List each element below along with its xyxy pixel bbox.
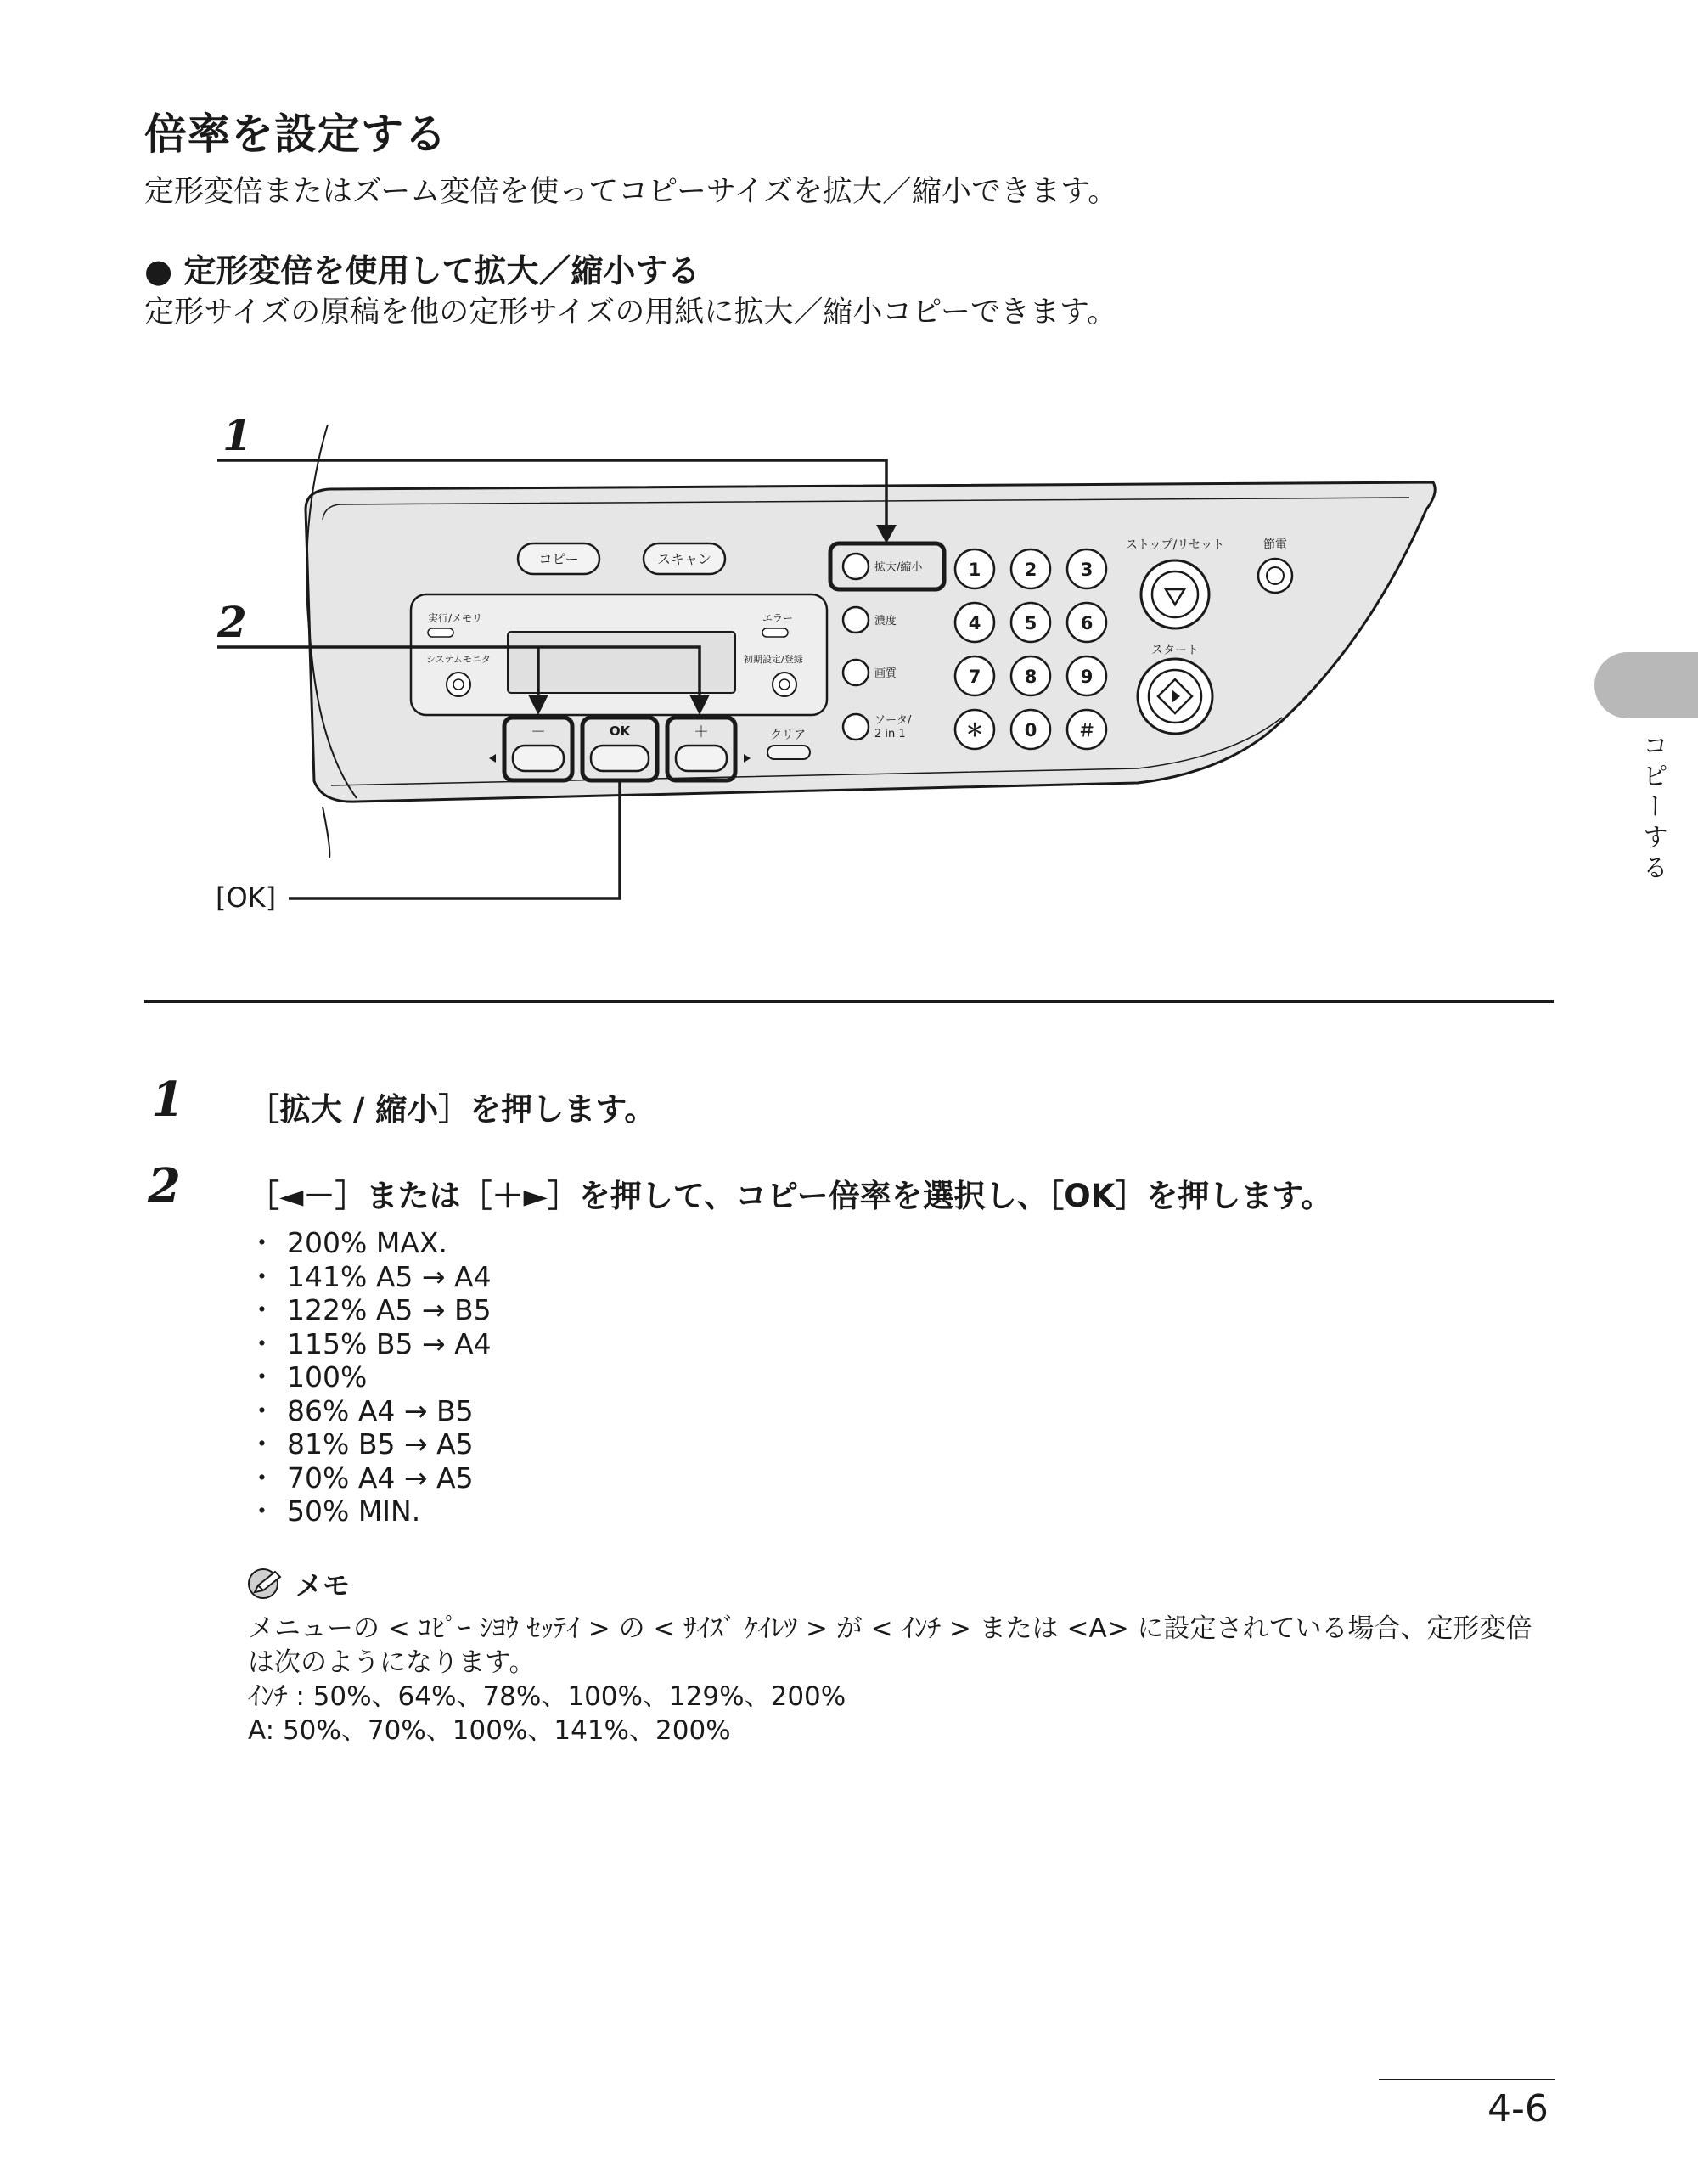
callout-2: 2 [217, 597, 247, 647]
processing-memory-lamp [428, 628, 453, 637]
list-item: ・ 100% [251, 1360, 492, 1394]
footer-rule [1379, 2079, 1555, 2080]
memo-body [248, 1612, 1555, 1748]
ok-key [591, 746, 649, 771]
quality-key [843, 660, 869, 685]
initial-settings-button [773, 673, 796, 696]
zoom-key [843, 554, 869, 579]
error-lamp [762, 628, 788, 637]
memo-heading [246, 1564, 350, 1603]
section-description: 定形サイズの原稿を他の定形サイズの用紙に拡大／縮小コピーできます。 [144, 296, 1117, 329]
step-1-text: ［拡大 / 縮小］を押します。 [248, 1091, 656, 1128]
sorter-key [843, 714, 869, 740]
clear-key [767, 746, 810, 759]
key-4-label: 4 [968, 613, 981, 633]
energy-saver-label: 節電 [1263, 538, 1287, 552]
energy-saver-button [1258, 559, 1292, 593]
clear-label: クリア [770, 729, 806, 742]
callout-1: 1 [222, 416, 252, 460]
system-monitor-label: システムモニタ [426, 654, 491, 665]
ok-label: OK [609, 723, 631, 739]
copy-label: コピー [538, 551, 579, 567]
step-1-number: 1 [151, 1072, 184, 1128]
section-divider [144, 1000, 1554, 1003]
chapter-tab [1594, 652, 1698, 718]
list-item: ・ 141% A5 → A4 [251, 1260, 492, 1294]
minus-label: － [531, 723, 546, 741]
key-5-label: 5 [1024, 613, 1037, 633]
scan-label: スキャン [656, 551, 712, 567]
error-label: エラー [762, 612, 794, 624]
memo-line-3: A: 50%、70%、100%、141%、200% [248, 1715, 731, 1746]
sorter-label: ソータ/ [874, 714, 912, 727]
list-item: ・ 86% A4 → B5 [251, 1394, 492, 1428]
key-hash-label: ＃ [1077, 720, 1096, 740]
list-item: ・ 200% MAX. [251, 1226, 492, 1260]
control-panel-diagram [195, 416, 1452, 926]
plus-label: ＋ [694, 723, 709, 741]
ratio-list [251, 1226, 492, 1528]
key-1-label: 1 [968, 560, 981, 580]
density-key [843, 607, 869, 633]
processing-memory-label: 実行/メモリ [428, 612, 483, 624]
key-9-label: 9 [1080, 667, 1094, 687]
step-2-text: ［◄－］または［＋►］を押して、コピー倍率を選択し、［OK］を押します。 [248, 1178, 1333, 1214]
start-label: スタート [1151, 644, 1199, 657]
memo-line-2: ｲﾝﾁ : 50%、64%、78%、100%、129%、200% [248, 1681, 846, 1712]
key-3-label: 3 [1080, 560, 1094, 580]
plus-key [676, 746, 727, 771]
key-0-label: 0 [1024, 720, 1037, 740]
key-7-label: 7 [968, 667, 981, 687]
intro-text: 定形変倍またはズーム変倍を使ってコピーサイズを拡大／縮小できます。 [144, 175, 1118, 209]
list-item: ・ 70% A4 → A5 [251, 1461, 492, 1495]
memo-heading-label: メモ [295, 1569, 351, 1601]
callout-ok: [OK] [216, 881, 277, 914]
key-6-label: 6 [1080, 613, 1094, 633]
stop-reset-label: ストップ/リセット [1125, 538, 1225, 552]
key-star-label: ＊ [965, 720, 984, 740]
key-2-label: 2 [1024, 560, 1037, 580]
memo-line-1: メニューの < ｺﾋﾟｰ ｼﾖｳ ｾｯﾃｲ > の < ｻｲｽﾞ ｹｲﾚﾂ > が < ｲﾝﾁ > または <A> に設定されている場合、定形変倍は次のようになります。 [248, 1613, 1532, 1678]
memo-pencil-icon [246, 1567, 285, 1601]
system-monitor-button [447, 673, 470, 696]
list-item: ・ 115% B5 → A4 [251, 1327, 492, 1361]
chapter-tab-label: コピーする [1638, 732, 1667, 885]
zoom-label: 拡大/縮小 [874, 561, 923, 574]
density-label: 濃度 [874, 615, 897, 628]
minus-key [513, 746, 564, 771]
page-number: 4-6 [1487, 2087, 1549, 2131]
list-item: ・ 81% B5 → A5 [251, 1427, 492, 1461]
section-heading: ● 定形変倍を使用して拡大／縮小する [144, 252, 700, 290]
list-item: ・ 50% MIN. [251, 1494, 492, 1528]
initial-settings-label: 初期設定/登録 [744, 654, 803, 665]
lcd-screen [508, 632, 735, 693]
page-title: 倍率を設定する [144, 110, 447, 159]
key-8-label: 8 [1024, 667, 1037, 687]
step-2-number: 2 [148, 1158, 181, 1214]
sorter-label-2: 2 in 1 [874, 728, 906, 740]
quality-label: 画質 [874, 667, 897, 680]
list-item: ・ 122% A5 → B5 [251, 1293, 492, 1327]
